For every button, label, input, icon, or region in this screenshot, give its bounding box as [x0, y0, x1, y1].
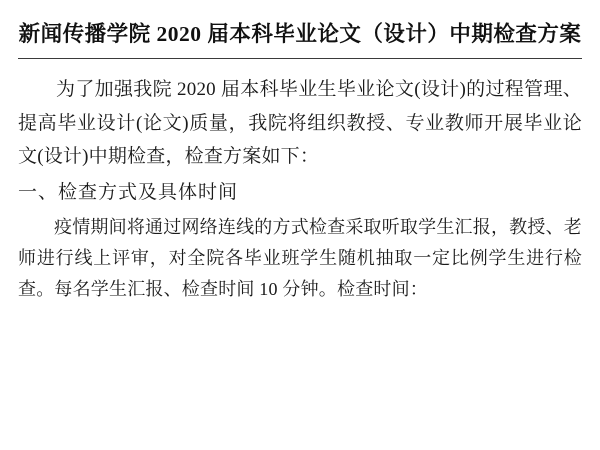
page-title: 新闻传播学院 2020 届本科毕业论文（设计）中期检查方案 — [18, 22, 582, 46]
title-divider — [18, 58, 582, 59]
section-heading-one: 一、检查方式及具体时间 — [18, 182, 239, 204]
paragraph-section-one-body: 疫情期间将通过网络连线的方式检查采取听取学生汇报，教授、老师进行线上评审，对全院各毕业班学生随机抽取一定比例学生进行检查。每名学生汇报、检查时间 10 分钟。检查时间： — [18, 217, 582, 299]
document-body — [18, 73, 582, 305]
paragraph-intro: 为了加强我院 2020 届本科毕业生毕业论文(设计)的过程管理、提高毕业设计(论文)质量，我院将组织教授、专业教师开展毕业论文(设计)中期检查，检查方案如下： — [18, 78, 582, 168]
